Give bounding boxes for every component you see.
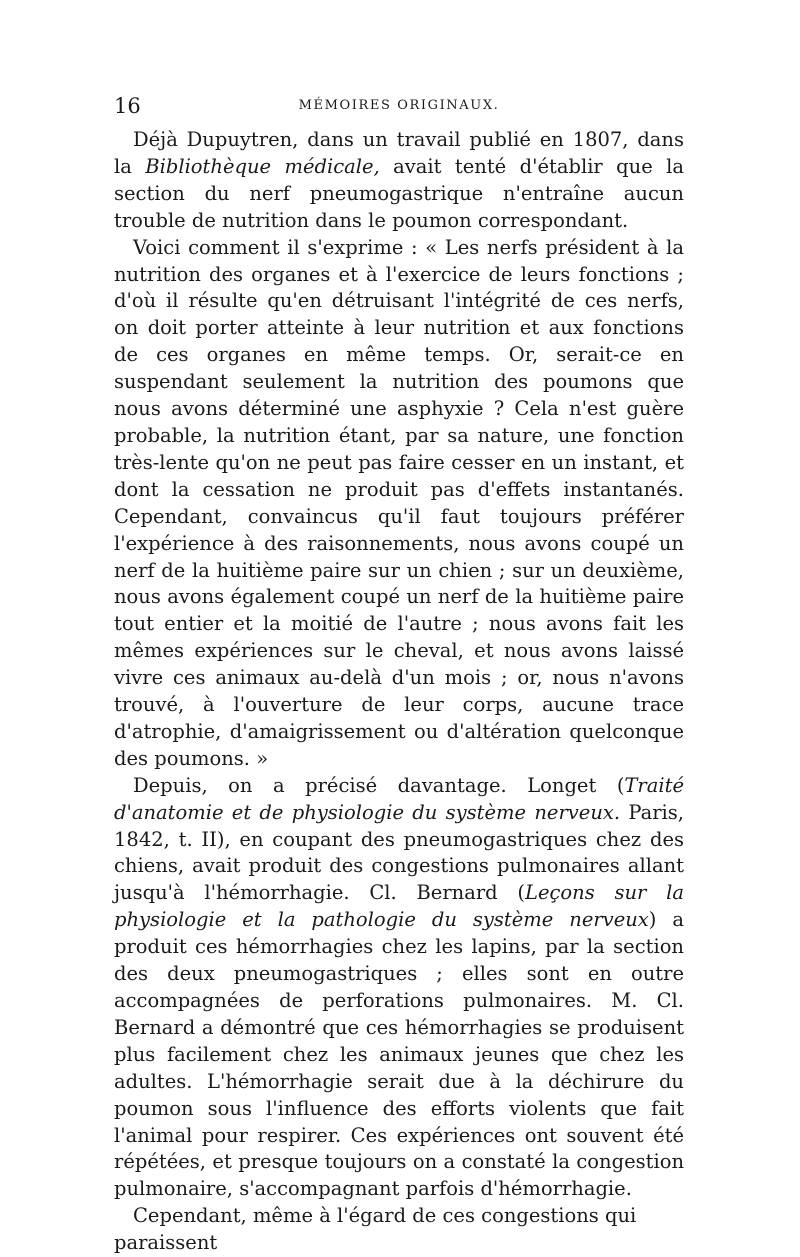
italic-title-bernard: Leçons sur la physiologie et la pathologie du système nerveux <box>114 881 684 932</box>
page-number: 16 <box>114 94 141 118</box>
body-text <box>114 127 684 1257</box>
paragraph-cependant: Cependant, même à l'égard de ces congestions qui paraissent <box>114 1204 637 1255</box>
running-title: MÉMOIRES ORIGINAUX. <box>298 98 500 113</box>
paragraph-dupuytren <box>114 127 684 235</box>
running-header <box>114 94 684 120</box>
paragraph-text: avait tenté d'établir que la section du nerf pneumogastrique n'entraîne aucun trouble de nutrition dans le poumon correspondant. <box>114 154 685 232</box>
italic-title-longet: Traité d'anatomie et de physiologie du système nerveux. <box>114 773 684 824</box>
italic-title-bibliotheque: Bibliothèque médicale, <box>145 154 380 178</box>
paragraph-text: ) a produit ces hémorrhagies chez les lapins, par la section des deux pneumogastriques ; elles sont en outre accompagnées de perforations pulmonaires. M. Cl. Bernard a démontré que ces hémorrhagies se produisent plus facilement chez les animaux jeunes que chez les adultes. L'hémorrhagie serait due à la déchirure du poumon sous l'influence des efforts violents que fait l'animal pour respirer. Ces expériences ont souvent été répétées, et presque toujours on a constaté la congestion pulmonaire, s'accompagnant parfois d'hémorrhagie. <box>114 908 684 1201</box>
paragraph-text: Déjà Dupuytren, dans un travail publié en 1807, dans la <box>114 128 684 178</box>
paragraph-quotation: Voici comment il s'exprime : « Les nerfs président à la nutrition des organes et à l'exercice de leurs fonctions ; d'où il résulte qu'en détruisant l'intégrité de ces nerfs, on doit porter atteinte à leur nutrition et aux fonctions de ces organes en même temps. Or, serait-ce en suspendant seulement la nutrition des poumons que nous avons déterminé une asphyxie ? Cela n'est guère probable, la nutrition étant, par sa nature, une fonction très-lente qu'on ne peut pas faire cesser en un instant, et dont la cessation ne produit pas d'effets instantanés. Cependant, convaincus qu'il faut toujours préférer l'expérience à des raisonnements, nous avons coupé un nerf de la huitième paire sur un chien ; sur un deuxième, nous avons également coupé un nerf de la huitième paire tout entier et la moitié de l'autre ; nous avons fait les mêmes expériences sur le cheval, et nous avons laissé vivre ces animaux au-delà d'un mois ; or, nous n'avons trouvé, à l'ouverture de leur corps, aucune trace d'atrophie, d'amaigrissement ou d'altération quelconque des poumons. » <box>114 235 684 770</box>
paragraph-text: Depuis, on a précisé davantage. Longet ( <box>133 773 625 797</box>
paragraph-text: Paris, 1842, t. II), en coupant des pneumogastriques chez des chiens, avait produit des congestions pulmonaires allant jusqu'à l'hémorrhagie. Cl. Bernard ( <box>114 800 684 905</box>
paragraph-longet-bernard <box>114 773 684 1204</box>
